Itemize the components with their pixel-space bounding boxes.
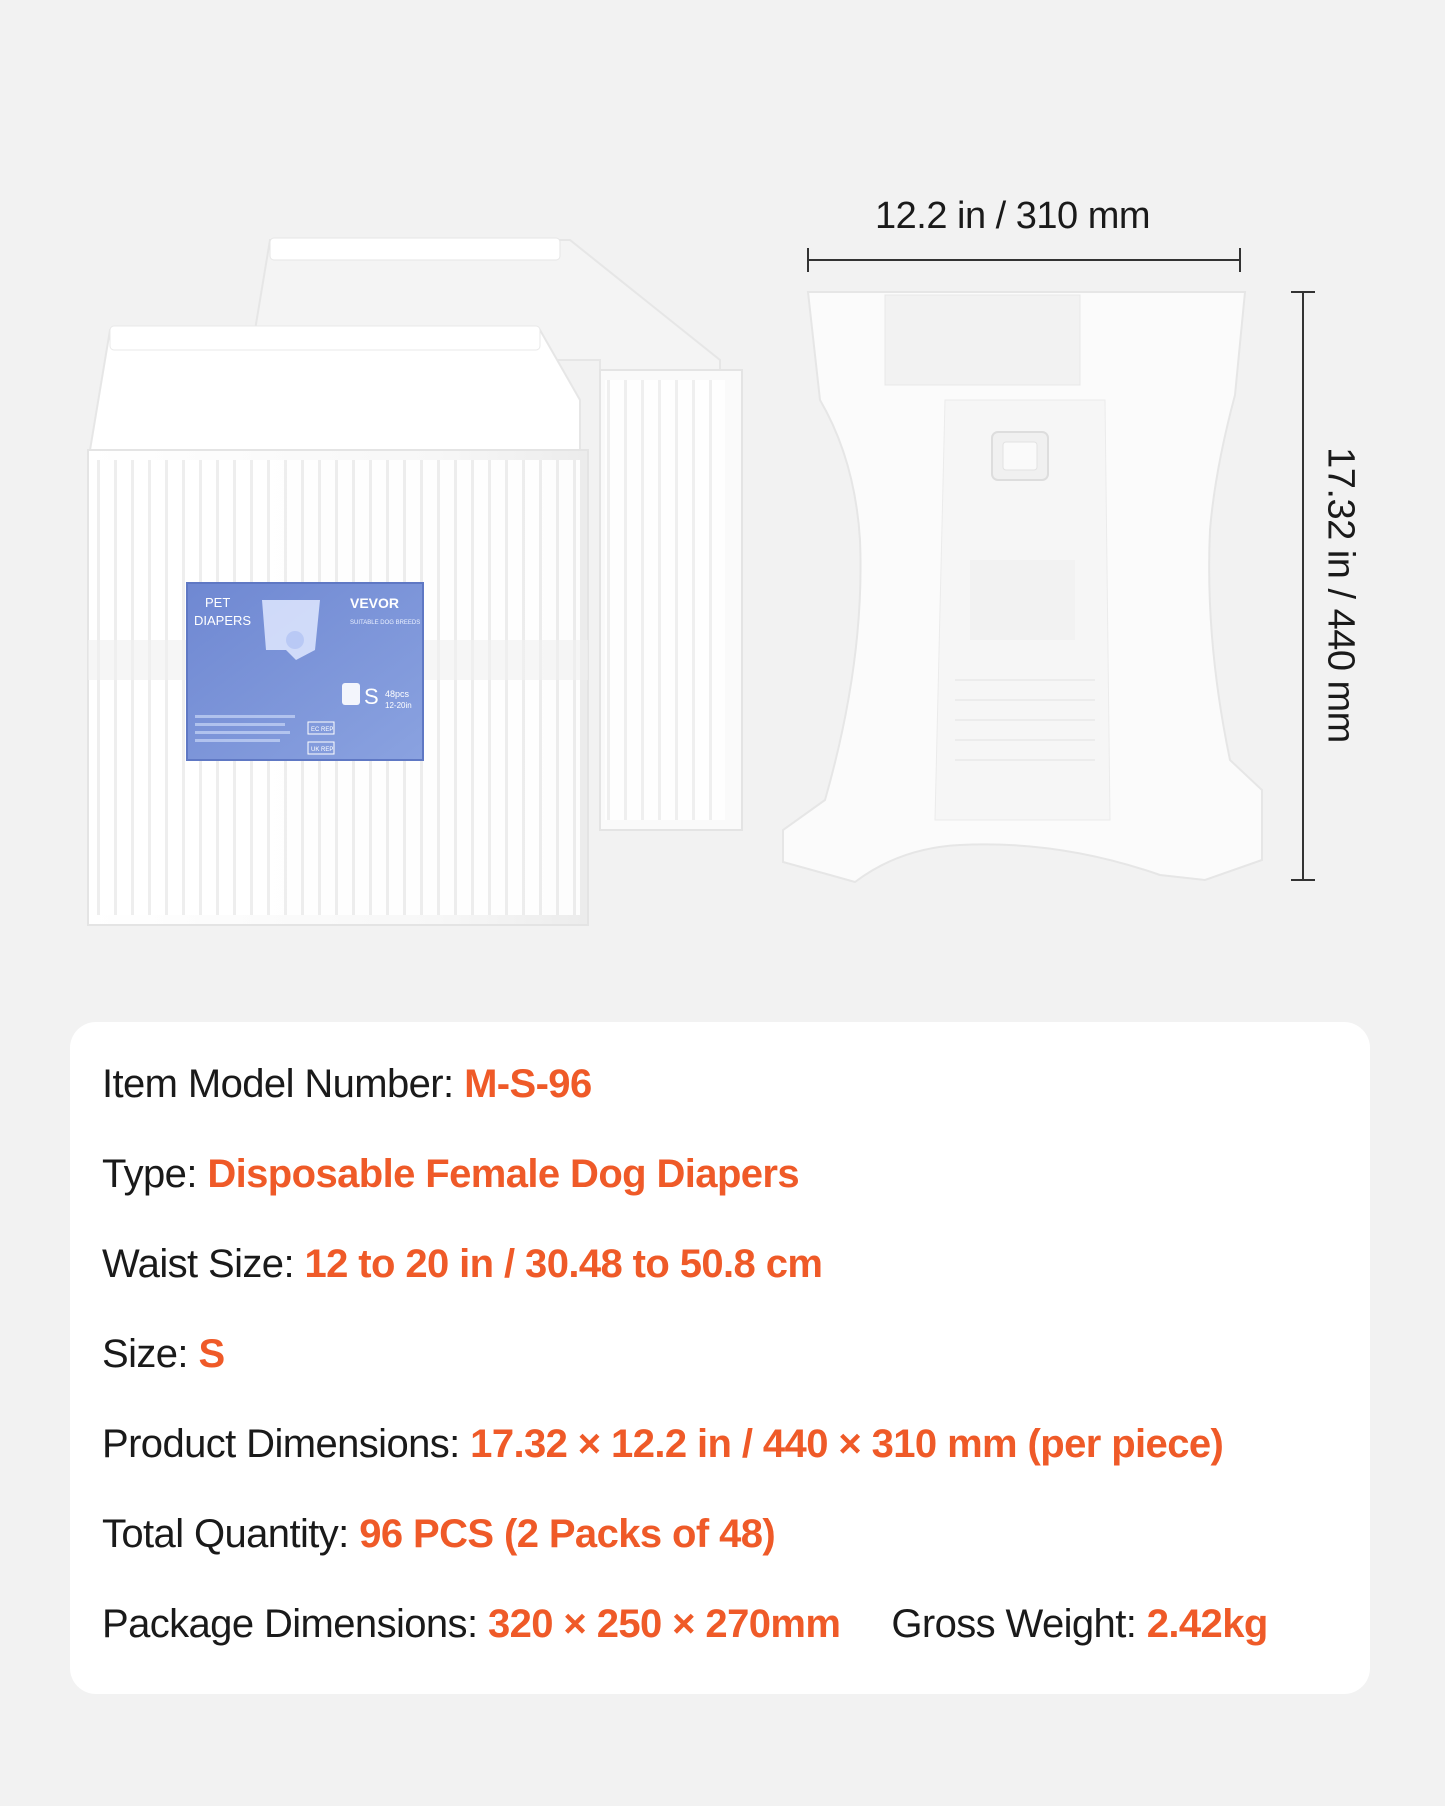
- label-size-letter: S: [364, 684, 379, 709]
- spec-value-waist: 12 to 20 in / 30.48 to 50.8 cm: [304, 1242, 823, 1286]
- label-badge-uk: UK REP: [311, 747, 334, 753]
- spec-value-product-dimensions: 17.32 × 12.2 in / 440 × 310 mm (per piece): [470, 1422, 1224, 1466]
- spec-row-model: [102, 1062, 592, 1107]
- spec-value-quantity: 96 PCS (2 Packs of 48): [359, 1512, 776, 1556]
- label-count: 48pcs: [385, 689, 410, 699]
- label-title-line1: PET: [205, 595, 231, 610]
- package-label: [187, 583, 423, 760]
- label-brand: VEVOR: [350, 595, 400, 611]
- spec-label-type: Type:: [102, 1152, 197, 1196]
- spec-row-type: [102, 1152, 799, 1197]
- spec-row-quantity: [102, 1512, 775, 1557]
- spec-row-waist: [102, 1242, 822, 1287]
- diaper-piece: [783, 292, 1262, 882]
- label-badge-ec: EC REP: [311, 727, 334, 733]
- spec-label-gross-weight: Gross Weight:: [891, 1602, 1137, 1646]
- label-range: 12-20in: [385, 701, 412, 710]
- spec-label-size: Size:: [102, 1332, 188, 1376]
- height-dimension-line: [1291, 292, 1315, 880]
- label-title-line2: DIAPERS: [194, 613, 252, 628]
- spec-label-waist: Waist Size:: [102, 1242, 294, 1286]
- width-dimension-line: [808, 248, 1240, 272]
- spec-value-type: Disposable Female Dog Diapers: [207, 1152, 800, 1196]
- spec-value-package-dimensions: 320 × 250 × 270mm: [487, 1602, 841, 1646]
- spec-row-size: [102, 1332, 225, 1377]
- spec-value-model: M-S-96: [464, 1062, 592, 1106]
- spec-row-product-dimensions: [102, 1422, 1223, 1467]
- spec-value-gross-weight: 2.42kg: [1146, 1602, 1268, 1646]
- height-dimension-label: 17.32 in / 440 mm: [1319, 447, 1362, 743]
- spec-label-quantity: Total Quantity:: [102, 1512, 349, 1556]
- spec-value-size: S: [198, 1332, 225, 1376]
- spec-label-package-dimensions: Package Dimensions:: [102, 1602, 478, 1646]
- spec-row-package-weight: [102, 1602, 1268, 1647]
- spec-label-model: Item Model Number:: [102, 1062, 454, 1106]
- label-subtitle: SUITABLE DOG BREEDS: [350, 620, 421, 626]
- width-dimension-label: 12.2 in / 310 mm: [875, 195, 1151, 237]
- spec-label-product-dimensions: Product Dimensions:: [102, 1422, 460, 1466]
- specifications-card: [70, 1022, 1370, 1694]
